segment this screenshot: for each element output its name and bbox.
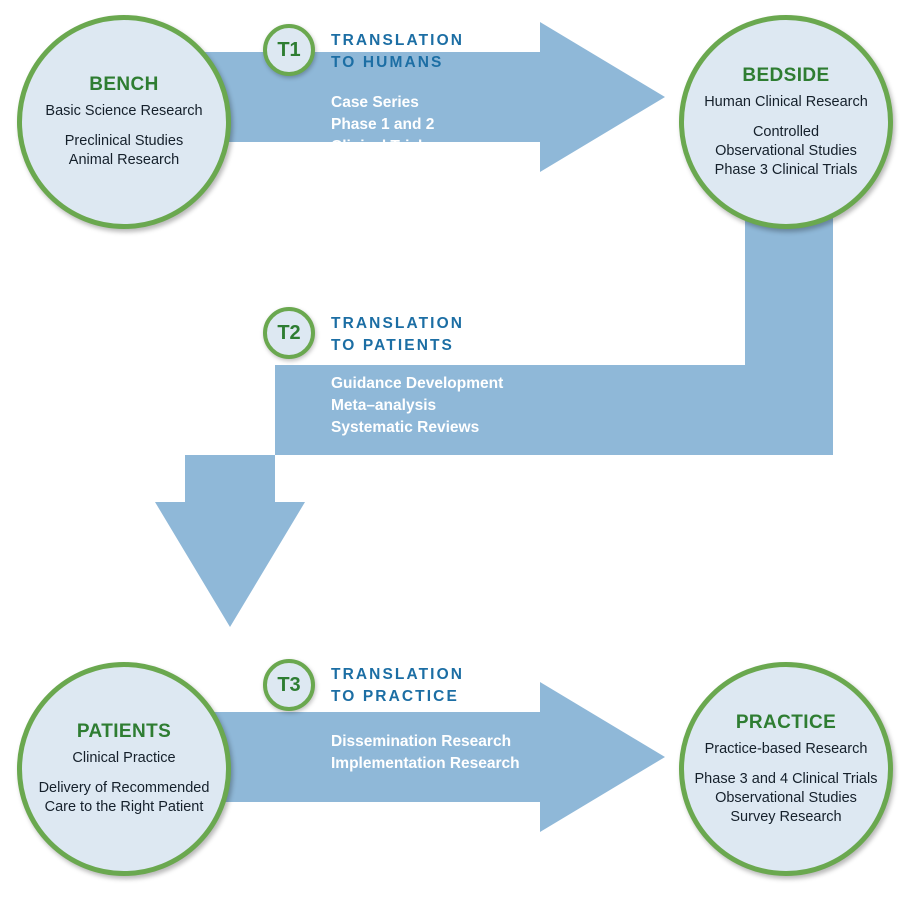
node-bedside[interactable] — [679, 15, 893, 229]
node-practice-line-1: Practice-based Research — [704, 740, 868, 757]
stage-heading-t3-line2: TO PRACTICE — [331, 688, 459, 705]
stage-item: Systematic Reviews — [331, 419, 480, 436]
node-bedside-line-3: Observational Studies — [715, 142, 857, 159]
stage-item: Clinical Trial — [331, 138, 423, 155]
node-bench-line-3: Animal Research — [68, 152, 180, 168]
stage-heading-t2-line1: TRANSLATION — [331, 315, 465, 332]
stage-heading-t1 — [331, 30, 464, 74]
node-patients[interactable] — [17, 662, 231, 876]
node-practice-title: PRACTICE — [735, 711, 837, 733]
stage-item: Dissemination Research — [331, 733, 512, 750]
node-practice-line-3: Observational Studies — [715, 789, 857, 806]
node-bedside-line-2: Controlled — [752, 123, 820, 140]
stage-badge-t1[interactable]: T1 — [263, 24, 315, 76]
node-bench-line-1: Basic Science Research — [45, 103, 203, 119]
node-patients-line-3: Care to the Right Patient — [44, 799, 204, 815]
stage-badge-t2[interactable]: T2 — [263, 307, 315, 359]
stage-badge-t3[interactable]: T3 — [263, 659, 315, 711]
node-bedside-title: BEDSIDE — [742, 64, 830, 86]
node-practice-line-2: Phase 3 and 4 Clinical Trials — [694, 770, 878, 787]
node-bench[interactable] — [17, 15, 231, 229]
node-practice-line-4: Survey Research — [730, 808, 842, 825]
stage-heading-t2 — [331, 313, 464, 357]
node-bench-line-2: Preclinical Studies — [64, 133, 184, 149]
stage-heading-t3-line1: TRANSLATION — [331, 666, 465, 683]
stage-items-t2 — [331, 373, 503, 439]
stage-items-t1 — [331, 92, 434, 158]
stage-heading-t1-line1: TRANSLATION — [331, 32, 465, 49]
stage-heading-t1-line2: TO HUMANS — [331, 54, 444, 71]
stage-item: Implementation Research — [331, 755, 520, 772]
node-bench-title: BENCH — [89, 74, 159, 95]
node-bedside-line-1: Human Clinical Research — [704, 93, 868, 110]
stage-items-t3 — [331, 731, 520, 775]
node-practice[interactable] — [679, 662, 893, 876]
node-patients-title: PATIENTS — [76, 721, 172, 742]
node-bedside-line-4: Phase 3 Clinical Trials — [714, 161, 858, 178]
stage-item: Phase 1 and 2 — [331, 116, 435, 133]
stage-heading-t2-line2: TO PATIENTS — [331, 337, 454, 354]
stage-heading-t3 — [331, 664, 464, 708]
node-patients-line-1: Clinical Practice — [72, 750, 176, 766]
node-patients-line-2: Delivery of Recommended — [38, 780, 210, 796]
stage-item: Guidance Development — [331, 375, 504, 392]
stage-item: Case Series — [331, 94, 419, 111]
stage-item: Meta–analysis — [331, 397, 437, 414]
